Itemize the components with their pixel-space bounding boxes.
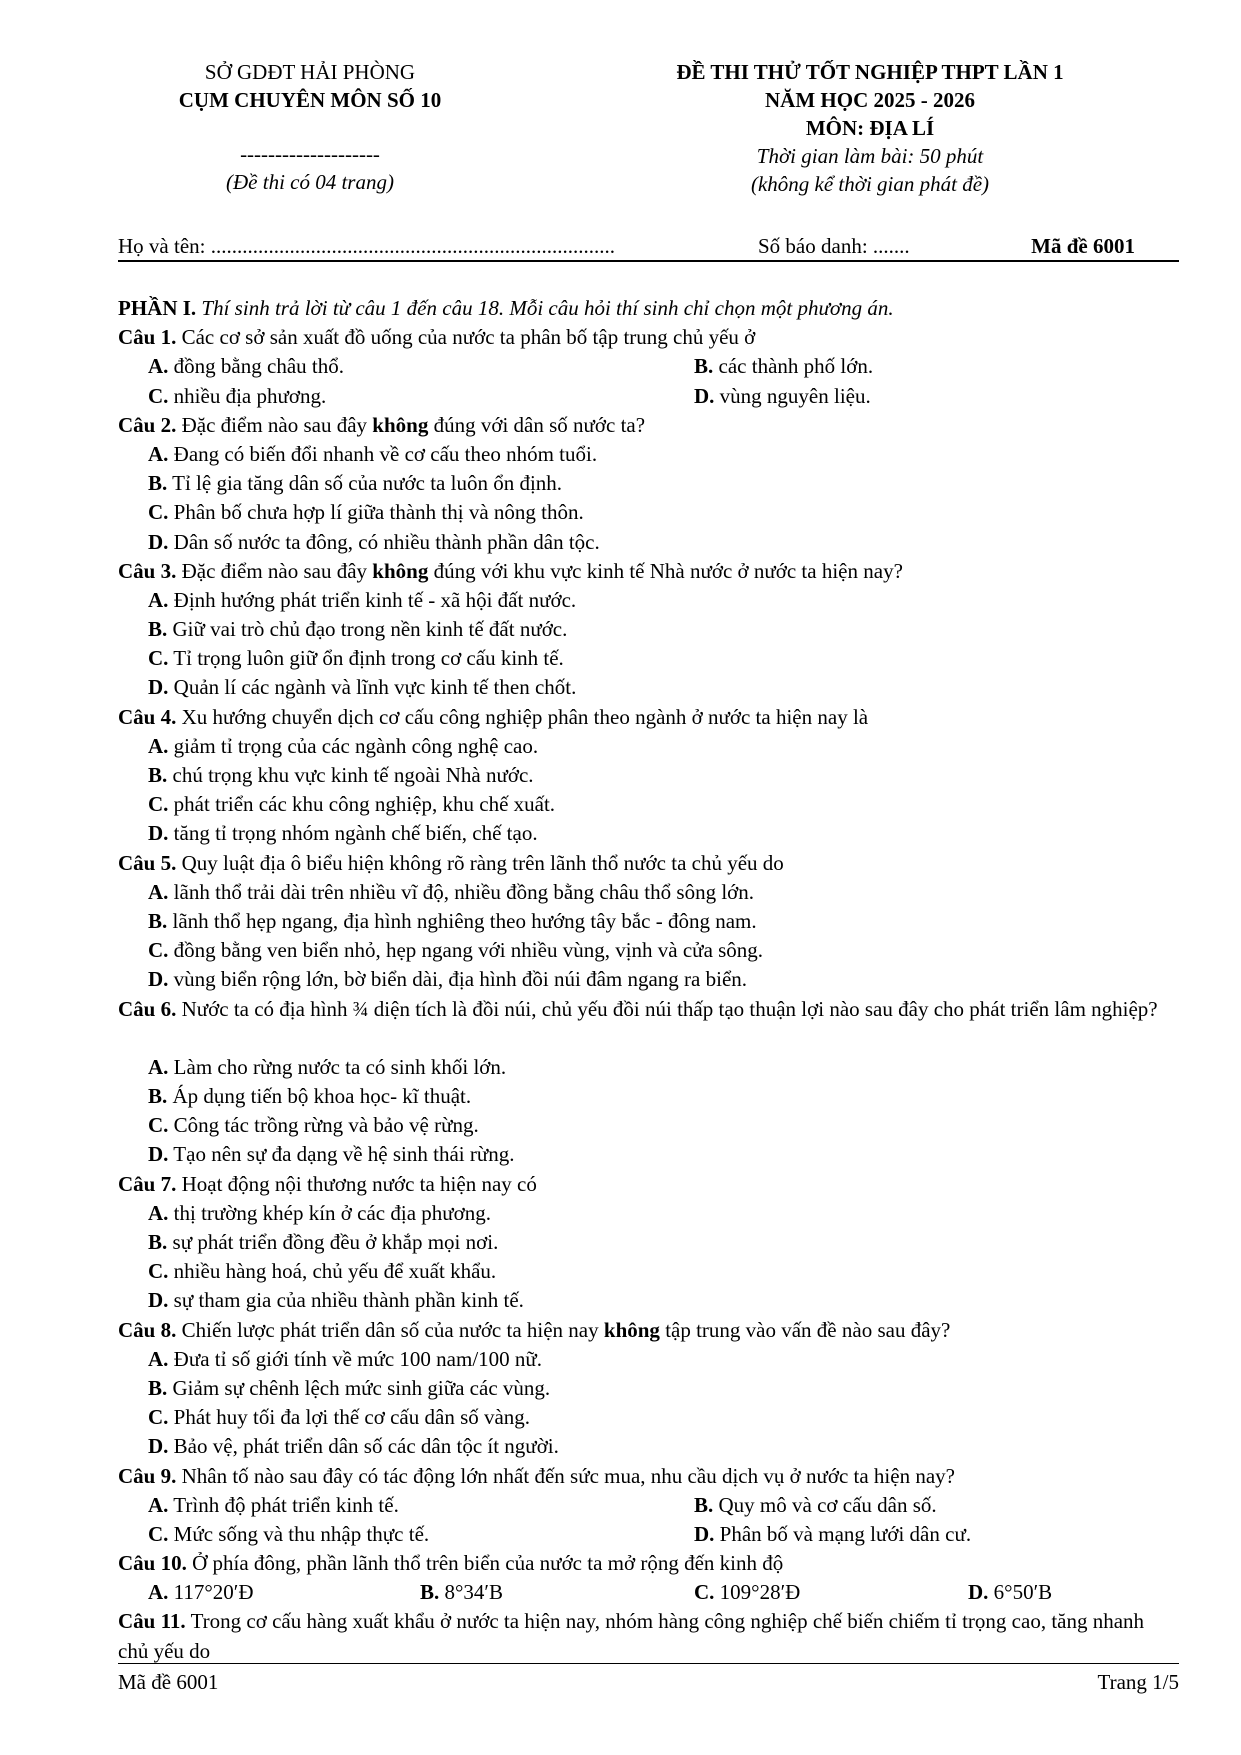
question-content: 109°28′Đ: [719, 1580, 801, 1605]
option-d: [694, 382, 871, 411]
question-content: Đặc điểm nào sau đây: [181, 412, 368, 437]
page-footer: [118, 1663, 1179, 1698]
question-3: [118, 557, 1179, 586]
question-content: Hoạt động nội thương nước ta hiện nay có: [181, 1171, 537, 1196]
option-label: D.: [694, 383, 715, 408]
question-4: [118, 703, 1179, 732]
question-content: Bảo vệ, phát triển dân số các dân tộc ít người.: [173, 1434, 559, 1459]
option-label: C.: [148, 792, 169, 817]
question-content: sự tham gia của nhiều thành phần kinh tế.: [173, 1288, 524, 1313]
option-a: [118, 1053, 1179, 1082]
option-b: [118, 1374, 1179, 1403]
question-content: vùng nguyên liệu.: [719, 383, 871, 408]
option-c: [118, 1257, 1179, 1286]
option-label: A.: [148, 879, 169, 904]
part-label: PHẦN I.: [118, 296, 197, 320]
option-a: [148, 1578, 254, 1607]
question-10: [118, 1549, 1179, 1578]
question-content: Định hướng phát triển kinh tế - xã hội đất nước.: [173, 587, 577, 612]
option-a: [148, 352, 344, 381]
question-content: giảm tỉ trọng của các ngành công nghệ cao.: [173, 733, 539, 758]
option-a: [118, 1199, 1179, 1228]
question-content: Câu 3.: [118, 558, 177, 583]
question-content: phát triển các khu công nghiệp, khu chế xuất.: [173, 792, 556, 817]
negation-word: không: [372, 412, 429, 437]
negation-word: không: [603, 1317, 660, 1342]
option-label: A.: [148, 1580, 169, 1605]
option-b: [118, 761, 1179, 790]
option-label: D.: [148, 967, 169, 992]
option-label: C.: [148, 1405, 169, 1430]
question-content: Nhân tố nào sau đây có tác động lớn nhất đến sức mua, nhu cầu dịch vụ ở nước ta hiện nay?: [181, 1463, 955, 1488]
option-label: A.: [148, 354, 169, 379]
question-9-options-ab: [118, 1491, 1179, 1520]
question-content: Trong cơ cấu hàng xuất khẩu ở nước ta hiện nay, nhóm hàng công nghiệp chế biến chiếm tỉ trọng cao, tăng nhanh chủ yếu do: [118, 1609, 1145, 1663]
negation-word: không: [372, 558, 429, 583]
option-label: D.: [968, 1580, 989, 1605]
question-content: Câu 8.: [118, 1317, 177, 1342]
question-content: Chiến lược phát triển dân số của nước ta hiện nay: [181, 1317, 599, 1342]
page-number: Trang 1/5: [1097, 1670, 1179, 1694]
candidate-line: [118, 232, 1179, 262]
question-content: thị trường khép kín ở các địa phương.: [173, 1200, 492, 1225]
option-label: B.: [694, 1492, 714, 1517]
question-content: đồng bằng châu thổ.: [173, 354, 344, 379]
header-right: [620, 58, 1120, 198]
option-d: [968, 1578, 1052, 1607]
option-label: B.: [148, 471, 168, 496]
option-c: [118, 936, 1179, 965]
option-label: C.: [148, 383, 169, 408]
candidate-number-field: Số báo danh: .......: [758, 234, 910, 258]
question-content: đồng bằng ven biển nhỏ, hẹp ngang với nhiều vùng, vịnh và cửa sông.: [173, 938, 764, 963]
question-content: tăng tỉ trọng nhóm ngành chế biến, chế tạo.: [173, 821, 538, 846]
question-content: sự phát triển đồng đều ở khắp mọi nơi.: [172, 1230, 499, 1255]
question-content: Câu 9.: [118, 1463, 177, 1488]
question-11: [118, 1607, 1179, 1665]
question-2: [118, 411, 1179, 440]
part-instruction: Thí sinh trả lời từ câu 1 đến câu 18. Mỗi câu hỏi thí sinh chỉ chọn một phương án.: [201, 296, 894, 320]
question-5: [118, 849, 1179, 878]
question-content: Tỉ trọng luôn giữ ổn định trong cơ cấu kinh tế.: [173, 646, 564, 671]
option-label: C.: [148, 646, 169, 671]
option-label: D.: [148, 529, 169, 554]
question-content: Quy luật địa ô biểu hiện không rõ ràng trên lãnh thổ nước ta chủ yếu do: [181, 850, 784, 875]
subject: MÔN: ĐỊA LÍ: [805, 116, 935, 140]
question-content: Áp dụng tiến bộ khoa học- kĩ thuật.: [172, 1084, 472, 1109]
question-content: Làm cho rừng nước ta có sinh khối lớn.: [173, 1054, 507, 1079]
option-label: B.: [148, 617, 168, 642]
question-content: Đặc điểm nào sau đây: [181, 558, 368, 583]
option-d: [694, 1520, 971, 1549]
option-c: [694, 1578, 800, 1607]
option-label: A.: [148, 441, 169, 466]
question-content: Câu 10.: [118, 1551, 187, 1576]
option-label: D.: [148, 821, 169, 846]
option-label: D.: [148, 1434, 169, 1459]
option-c: [118, 644, 1179, 673]
question-content: Công tác trồng rừng và bảo vệ rừng.: [173, 1113, 479, 1138]
option-label: C.: [148, 1259, 169, 1284]
option-label: B.: [148, 763, 168, 787]
question-content: Tỉ lệ gia tăng dân số của nước ta luôn ổn định.: [172, 471, 563, 496]
option-d: [118, 819, 1179, 848]
option-label: D.: [148, 1288, 169, 1313]
candidate-name-field: Họ và tên: .............................................................................: [118, 234, 615, 258]
question-content: Phát huy tối đa lợi thế cơ cấu dân số vàng.: [173, 1405, 531, 1430]
option-label: A.: [148, 587, 169, 612]
question-content: lãnh thổ trải dài trên nhiều vĩ độ, nhiều đồng bằng châu thổ sông lớn.: [173, 879, 755, 904]
option-label: D.: [148, 675, 169, 700]
question-content: Câu 6.: [118, 996, 177, 1021]
question-1: [118, 323, 1179, 352]
question-8: [118, 1316, 1179, 1345]
question-content: Đưa tỉ số giới tính về mức 100 nam/100 nữ.: [173, 1346, 543, 1371]
question-content: Phân bố chưa hợp lí giữa thành thị và nông thôn.: [173, 500, 584, 525]
part-heading: [118, 294, 1179, 323]
question-content: các thành phố lớn.: [718, 354, 874, 379]
option-label: B.: [148, 1375, 168, 1400]
question-content: Nước ta có địa hình ¾ diện tích là đồi núi, chủ yếu đồi núi thấp tạo thuận lợi nào sau đây cho phát triển lâm nghiệp?: [181, 996, 1158, 1021]
option-c: [118, 1111, 1179, 1140]
option-label: B.: [420, 1580, 440, 1605]
question-content: Trình độ phát triển kinh tế.: [173, 1492, 399, 1517]
option-label: A.: [148, 1054, 169, 1079]
question-content: Ở phía đông, phần lãnh thổ trên biển của nước ta mở rộng đến kinh độ: [192, 1551, 784, 1576]
option-label: A.: [148, 1346, 169, 1371]
question-1-options-cd: [118, 382, 1179, 411]
question-content: tập trung vào vấn đề nào sau đây?: [665, 1317, 951, 1342]
option-a: [118, 878, 1179, 907]
option-label: A.: [148, 733, 169, 758]
question-content: đúng với khu vực kinh tế Nhà nước ở nước ta hiện nay?: [433, 558, 903, 583]
option-b: [118, 469, 1179, 498]
option-label: A.: [148, 1200, 169, 1225]
option-c: [148, 1520, 429, 1549]
option-d: [118, 1140, 1179, 1169]
question-content: chú trọng khu vực kinh tế ngoài Nhà nước.: [172, 763, 534, 787]
question-content: 6°50′B: [993, 1580, 1053, 1605]
question-7: [118, 1170, 1179, 1199]
question-content: Tạo nên sự đa dạng về hệ sinh thái rừng.: [173, 1142, 515, 1167]
option-a: [118, 440, 1179, 469]
option-d: [118, 965, 1179, 994]
option-label: C.: [148, 1113, 169, 1138]
option-d: [118, 673, 1179, 702]
option-b: [694, 352, 873, 381]
question-content: 117°20′Đ: [173, 1580, 254, 1605]
question-content: Câu 4.: [118, 704, 177, 729]
pages-note: (Đề thi có 04 trang): [226, 170, 394, 194]
question-content: Mức sống và thu nhập thực tế.: [173, 1521, 430, 1546]
exam-title: ĐỀ THI THỬ TỐT NGHIỆP THPT LẦN 1: [676, 60, 1064, 84]
option-c: [118, 790, 1179, 819]
question-9-options-cd: [118, 1520, 1179, 1549]
option-label: B.: [148, 1230, 168, 1255]
department-name: SỞ GDĐT HẢI PHÒNG: [204, 60, 416, 84]
question-content: Câu 2.: [118, 412, 177, 437]
option-c: [118, 498, 1179, 527]
option-b: [118, 1228, 1179, 1257]
option-b: [694, 1491, 937, 1520]
cluster-name: CỤM CHUYÊN MÔN SỐ 10: [178, 88, 442, 112]
question-content: đúng với dân số nước ta?: [433, 412, 646, 437]
question-text: Các cơ sở sản xuất đồ uống của nước ta phân bố tập trung chủ yếu ở: [181, 325, 756, 350]
question-content: lãnh thổ hẹp ngang, địa hình nghiêng theo hướng tây bắc - đông nam.: [172, 908, 757, 933]
option-a: [118, 586, 1179, 615]
option-c: [148, 382, 326, 411]
option-label: C.: [148, 1521, 169, 1546]
question-content: Đang có biến đổi nhanh về cơ cấu theo nhóm tuổi.: [173, 441, 598, 466]
option-label: B.: [694, 354, 714, 379]
question-content: Quản lí các ngành và lĩnh vực kinh tế then chốt.: [173, 675, 577, 700]
exam-time: Thời gian làm bài: 50 phút: [756, 144, 984, 168]
question-content: Giảm sự chênh lệch mức sinh giữa các vùng.: [172, 1375, 551, 1400]
question-6: [118, 995, 1179, 1053]
question-content: Câu 11.: [118, 1609, 186, 1634]
option-label: B.: [148, 908, 168, 933]
option-label: D.: [148, 1142, 169, 1167]
option-a: [118, 1345, 1179, 1374]
option-a: [148, 1491, 399, 1520]
question-content: Phân bố và mạng lưới dân cư.: [719, 1521, 972, 1546]
option-d: [118, 528, 1179, 557]
option-b: [118, 907, 1179, 936]
option-b: [118, 1082, 1179, 1111]
option-label: A.: [148, 1492, 169, 1517]
header-dashes: --------------------: [240, 142, 380, 166]
question-content: Câu 7.: [118, 1171, 177, 1196]
option-d: [118, 1432, 1179, 1461]
option-label: D.: [694, 1521, 715, 1546]
option-label: C.: [148, 500, 169, 525]
school-year: NĂM HỌC 2025 - 2026: [765, 88, 975, 112]
exam-time-note: (không kể thời gian phát đề): [750, 172, 990, 196]
question-content: nhiều địa phương.: [173, 383, 327, 408]
questions: [118, 294, 1179, 1666]
question-content: nhiều hàng hoá, chủ yếu để xuất khẩu.: [173, 1259, 497, 1284]
question-content: Quy mô và cơ cấu dân số.: [718, 1492, 937, 1517]
option-a: [118, 732, 1179, 761]
question-9: [118, 1462, 1179, 1491]
question-content: Dân số nước ta đông, có nhiều thành phần dân tộc.: [173, 529, 600, 554]
footer-exam-code: Mã đề 6001: [118, 1670, 219, 1694]
question-content: Giữ vai trò chủ đạo trong nền kinh tế đất nước.: [172, 617, 568, 642]
option-d: [118, 1286, 1179, 1315]
question-content: 8°34′B: [444, 1580, 504, 1605]
header-left: [100, 58, 520, 196]
option-b: [118, 615, 1179, 644]
question-content: Xu hướng chuyển dịch cơ cấu công nghiệp phân theo ngành ở nước ta hiện nay là: [181, 704, 869, 729]
option-b: [420, 1578, 503, 1607]
option-label: C.: [148, 938, 169, 963]
exam-code: Mã đề 6001: [1031, 234, 1135, 258]
question-content: vùng biển rộng lớn, bờ biển dài, địa hình đồi núi đâm ngang ra biển.: [173, 967, 748, 992]
option-c: [118, 1403, 1179, 1432]
question-number: Câu 1.: [118, 325, 177, 350]
question-10-options: [118, 1578, 1179, 1607]
question-1-options-ab: [118, 352, 1179, 381]
question-content: Câu 5.: [118, 850, 177, 875]
option-label: C.: [694, 1580, 715, 1605]
option-label: B.: [148, 1084, 168, 1109]
